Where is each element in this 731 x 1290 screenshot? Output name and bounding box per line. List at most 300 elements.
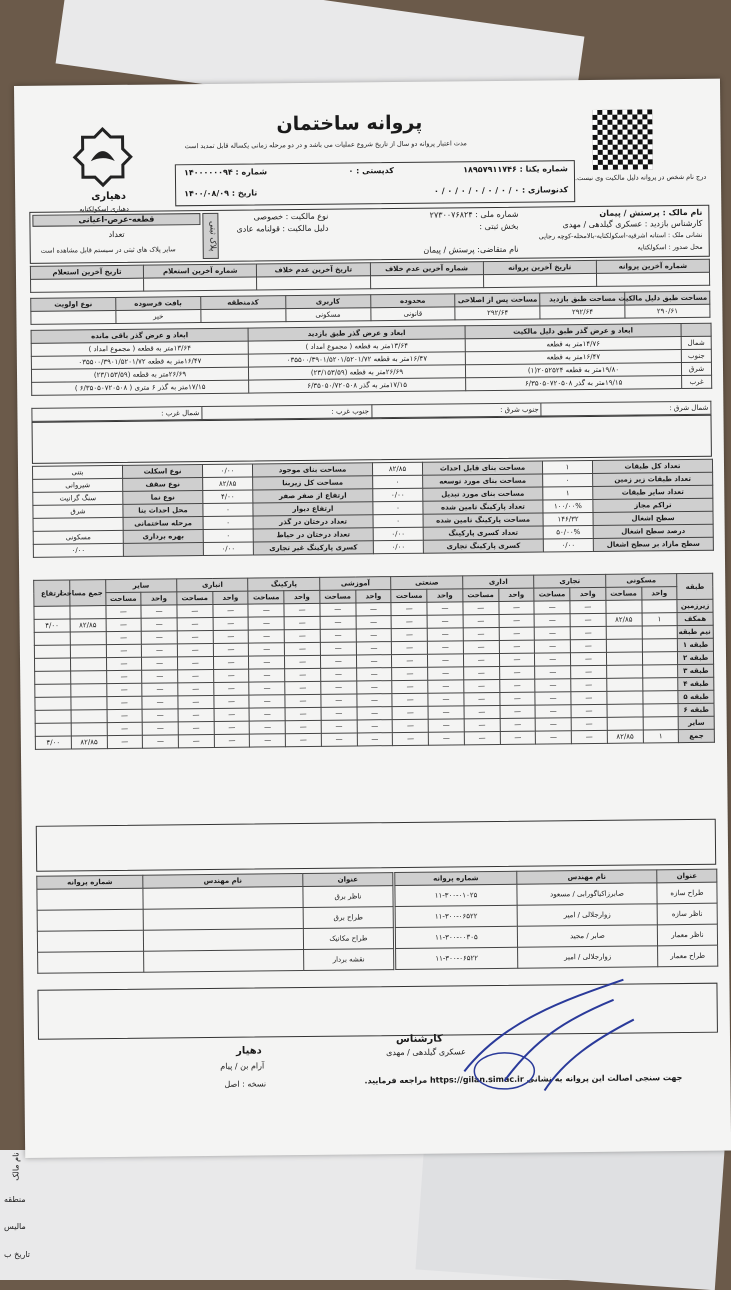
spec-value: شیروانی	[33, 478, 123, 492]
dim-remaining: ۱۳/۶۴متر به قطعه ( مجموع امداد )	[31, 341, 248, 356]
spec-value: ۰/۰۰	[373, 527, 423, 541]
area-cell: —	[464, 718, 500, 731]
area-cell: —	[535, 692, 571, 705]
area-cell: —	[107, 722, 143, 735]
dim-header-deed: ابعاد و عرض گذر طبق دلیل مالکیت	[465, 324, 681, 339]
land-header-1: مساحت طبق دلیل مالکیت	[625, 291, 710, 305]
area-cell: —	[321, 681, 357, 694]
unit-header: واحد	[641, 587, 677, 600]
units-cell: —	[428, 654, 464, 667]
spec-label: تعداد سایر طبقات	[593, 485, 713, 499]
units-cell: —	[571, 691, 607, 704]
units-cell: —	[356, 616, 392, 629]
units-cell: —	[499, 601, 535, 614]
land-value-8	[31, 310, 116, 324]
under-label-3: مالیس	[4, 1222, 26, 1231]
units-cell: —	[213, 656, 249, 669]
floor-total	[70, 671, 106, 684]
dim-header-remaining: ابعاد و عرض گذر باقی مانده	[31, 328, 248, 343]
registered-plate-tag-label: پلاک ثبتی	[208, 220, 218, 252]
units-cell: —	[213, 643, 249, 656]
unit-header: واحد	[213, 591, 249, 604]
spec-value: ۸۲/۸۵	[203, 477, 253, 491]
plot-note: سایر پلاک های ثبتی در سیستم قابل مشاهده است	[40, 245, 176, 255]
residential-units	[642, 678, 678, 691]
area-cell: —	[249, 617, 285, 630]
area-cell: —	[535, 627, 571, 640]
spec-value: ۰/۰۰	[373, 540, 423, 554]
permit-number: شماره : ۱۴۰۰۰۰۰۰۹۴	[183, 167, 268, 178]
area-cell: —	[463, 653, 499, 666]
engineer-right-cell: ناظر معمار	[657, 924, 717, 946]
area-cell: —	[535, 679, 571, 692]
spec-value: بتنی	[32, 465, 122, 479]
area-cell: —	[106, 683, 142, 696]
spec-label: مساحت پارکینگ تامین شده	[423, 513, 543, 527]
permit-date: تاریخ : ۱۴۰۰/۰۸/۰۹	[184, 188, 258, 199]
engineer-right-cell: طراح معمار	[658, 945, 718, 967]
land-header-5: کاربری	[285, 295, 370, 309]
residential-units: ۱	[642, 613, 678, 626]
engineer-left-cell	[143, 929, 303, 952]
area-header: مساحت	[177, 591, 213, 604]
qr-note: درج نام شخص در پروانه دلیل مالکیت وی نیست.	[574, 172, 707, 183]
area-header: مساحت	[534, 588, 570, 601]
engineers-left-table	[36, 872, 394, 974]
spec-value: ۱۰۰/۰۰%	[543, 499, 593, 513]
floor-total	[70, 658, 106, 671]
history-cell	[370, 275, 483, 289]
registered-plate-tag	[202, 213, 218, 259]
residential-units	[642, 652, 678, 665]
residential-area	[606, 600, 642, 613]
dim-visit: ۱۳/۶۴متر به قطعه ( مجموع امداد )	[248, 339, 465, 354]
corner-sw: جنوب غرب :	[202, 405, 372, 420]
engineer-left-header: شماره پروانه	[37, 875, 143, 889]
residential-area	[606, 665, 642, 678]
expert-title: کارشناس	[395, 1033, 443, 1046]
engineer-right-cell: ۱۱-۳۰۰-۰۰۳۰۵	[395, 926, 517, 948]
engineer-right-cell: صابر / مجید	[517, 925, 657, 947]
engineer-right-cell: زوارجلالی / امیر	[518, 946, 658, 968]
dehyar-name: آرام بن / پیام	[220, 1061, 265, 1071]
spec-label: نوع سقف	[123, 478, 203, 492]
property-address: نشانی ملک : استانه اشرفیه-اسکولکتایه-بالامحله-کوچه رجایی	[538, 230, 703, 241]
history-header-4: تاریخ آخرین عدم خلاف	[257, 263, 370, 277]
spec-value: ۱۴۶/۳۲	[543, 512, 593, 526]
floor-total: ۸۲/۸۵	[71, 736, 107, 749]
corner-ne: شمال شرق :	[541, 401, 711, 416]
history-table	[30, 259, 710, 293]
units-cell: —	[357, 694, 393, 707]
land-header-8: نوع اولویت	[31, 297, 116, 311]
land-value-1: ۲۹۰/۶۱	[625, 304, 710, 318]
engineer-left-cell: طراح برق	[303, 907, 393, 929]
area-cell: —	[249, 682, 285, 695]
inspector-name: کارشناس بازدید : عسکری گیلدهی / مهدی	[562, 218, 703, 230]
units-cell: —	[285, 733, 321, 746]
spec-value: ۰	[203, 529, 253, 543]
floor-height: ۴/۰۰	[34, 619, 70, 632]
use-header: مسکونی	[605, 574, 677, 588]
unit-header: واحد	[141, 592, 177, 605]
area-cell: —	[321, 694, 357, 707]
blank-notes-area	[32, 415, 712, 464]
area-cell: —	[392, 693, 428, 706]
area-cell: —	[178, 734, 214, 747]
units-cell: —	[428, 732, 464, 745]
units-cell: —	[141, 631, 177, 644]
use-header: تجاری	[534, 574, 606, 588]
residential-area	[606, 639, 642, 652]
area-cell: —	[534, 601, 570, 614]
dim-deed: ۱۹/۱۵متر به گذر ۶/۳۵۰۵۰۷۲۰۵۰۸	[466, 376, 682, 391]
residential-area: ۸۲/۸۵	[607, 730, 643, 743]
land-value-5: مسکونی	[285, 308, 370, 322]
area-cell: —	[391, 615, 427, 628]
ownership-proof: دلیل مالکیت : قولنامه عادی	[236, 223, 329, 234]
units-cell: —	[285, 707, 321, 720]
spec-label: نوع نما	[123, 491, 203, 505]
residential-area	[607, 717, 643, 730]
area-cell: —	[106, 618, 142, 631]
spec-label: تعداد طبقات زیر زمین	[593, 472, 713, 486]
floor-name: طبقه ۱	[678, 638, 714, 651]
residential-units	[642, 691, 678, 704]
total-area-header: جمع مساحت	[69, 580, 105, 606]
floor-total	[70, 632, 106, 645]
area-cell: —	[464, 692, 500, 705]
units-cell: —	[142, 696, 178, 709]
area-cell: —	[321, 668, 357, 681]
engineer-left-row	[38, 949, 394, 974]
dim-side: شرق	[681, 362, 711, 375]
residential-units	[643, 717, 679, 730]
residential-units	[642, 665, 678, 678]
spec-label: مساحت بنای مورد توسعه	[423, 474, 543, 488]
applicant-name: نام متقاضی: پرستش / پیمان	[423, 244, 519, 255]
dim-deed: ۱۶/۴۷متر به قطعه	[465, 350, 681, 365]
history-cell	[483, 273, 596, 287]
units-cell: —	[285, 655, 321, 668]
under-label-2: منطقه	[4, 1195, 26, 1204]
units-cell: —	[500, 731, 536, 744]
area-cell: —	[178, 669, 214, 682]
units-cell: —	[285, 642, 321, 655]
expert-name: عسکری گیلدهی / مهدی	[386, 1047, 466, 1058]
area-cell: —	[535, 666, 571, 679]
engineer-left-header: نام مهندس	[143, 874, 303, 889]
org-name: دهیاری	[91, 190, 127, 203]
use-header: انباری	[177, 578, 249, 592]
units-cell: —	[571, 717, 607, 730]
engineer-right-header: شماره پروانه	[395, 871, 517, 885]
units-cell: —	[143, 735, 179, 748]
area-cell: —	[463, 640, 499, 653]
area-cell: —	[178, 708, 214, 721]
land-value-4: قانونی	[370, 307, 455, 321]
area-cell: —	[177, 617, 213, 630]
units-cell: —	[142, 657, 178, 670]
floor-total	[71, 710, 107, 723]
units-cell: —	[571, 704, 607, 717]
area-cell: —	[320, 655, 356, 668]
corner-se: جنوب شرق :	[371, 403, 541, 418]
area-header: مساحت	[606, 587, 642, 600]
spec-label: تعداد درختان در گذر	[253, 515, 373, 529]
height-header: ارتفاع	[34, 580, 70, 606]
area-cell: —	[177, 630, 213, 643]
units-cell: —	[427, 641, 463, 654]
spec-value: ۰/۰۰	[203, 542, 253, 556]
floor-height	[34, 658, 70, 671]
area-header: مساحت	[391, 589, 427, 602]
plot-count: تعداد	[108, 229, 125, 240]
dim-corner	[681, 323, 711, 336]
units-cell: —	[356, 603, 392, 616]
engineer-left-cell	[143, 887, 303, 910]
area-header: مساحت	[248, 591, 284, 604]
units-cell: —	[356, 655, 392, 668]
area-cell: —	[321, 733, 357, 746]
area-cell: —	[392, 641, 428, 654]
spec-value: شرق	[33, 504, 123, 518]
spec-value: ۰/۰۰	[33, 543, 123, 557]
floor-name: طبقه ۲	[678, 651, 714, 664]
units-cell: —	[570, 600, 606, 613]
spec-label: مساحت کل زیربنا	[253, 476, 373, 490]
floor-total	[71, 723, 107, 736]
units-cell: —	[357, 733, 393, 746]
unit-header: واحد	[284, 590, 320, 603]
spec-value: ۰	[203, 503, 253, 517]
dim-remaining: ۱۷/۱۵متر به گذر ۶ متری ( ۶/۳۵۰۵۰۷۲۰۵۰۸ )	[32, 380, 249, 395]
units-cell: —	[499, 640, 535, 653]
area-cell: —	[107, 709, 143, 722]
area-cell: —	[177, 604, 213, 617]
spec-label: تعداد کسری پارکینگ	[423, 526, 543, 540]
page-title: پروانه ساختمان	[276, 111, 423, 136]
floor-height	[35, 697, 71, 710]
yekta-number: شماره یکتا : ۱۸۹۵۷۹۱۱۷۴۶	[463, 164, 568, 175]
floor-name: سایر	[678, 716, 714, 729]
area-cell: —	[535, 705, 571, 718]
units-cell: —	[142, 644, 178, 657]
dim-deed: ۱۹/۸۰متر به قطعه ۲۰۵۲۵۲۴(۱)	[465, 363, 681, 378]
units-cell: —	[141, 605, 177, 618]
spec-label: سطح مازاد بر سطح اشغال	[593, 537, 713, 551]
units-cell: —	[571, 730, 607, 743]
floor-height	[34, 606, 70, 619]
engineer-left-cell	[37, 909, 143, 931]
history-cell	[31, 278, 144, 292]
area-cell: —	[105, 605, 141, 618]
area-cell: —	[463, 666, 499, 679]
area-cell: —	[534, 614, 570, 627]
history-header-5: شماره آخرین استعلام	[144, 264, 257, 278]
area-cell: —	[106, 631, 142, 644]
units-cell: —	[357, 720, 393, 733]
floor-name: طبقه ۵	[678, 690, 714, 703]
floors-footer-blank	[36, 819, 716, 872]
engineer-right-header: نام مهندس	[517, 870, 657, 884]
floor-name: زیرزمین	[677, 599, 713, 612]
land-header-6: کدمنطقه	[200, 296, 285, 310]
residential-area: ۸۲/۸۵	[606, 613, 642, 626]
history-cell	[596, 272, 709, 286]
spec-value: ۰/۰۰	[543, 538, 593, 552]
units-cell: —	[214, 695, 250, 708]
area-cell: —	[178, 721, 214, 734]
area-cell: —	[249, 669, 285, 682]
floor-total	[71, 697, 107, 710]
history-header-1: شماره آخرین پروانه	[596, 259, 709, 273]
units-cell: —	[499, 666, 535, 679]
spec-label: محل احداث بنا	[123, 504, 203, 518]
units-cell: —	[428, 693, 464, 706]
units-cell: —	[499, 692, 535, 705]
residential-units	[643, 704, 679, 717]
area-cell: —	[392, 706, 428, 719]
units-cell: —	[356, 629, 392, 642]
units-cell: —	[499, 627, 535, 640]
area-cell: —	[463, 614, 499, 627]
area-header: مساحت	[463, 588, 499, 601]
engineer-right-cell: ناظر سازه	[657, 903, 717, 925]
area-cell: —	[535, 640, 571, 653]
engineer-left-cell: ناظر برق	[303, 886, 393, 908]
land-header-3: مساحت پس از اصلاحی	[455, 293, 540, 307]
unit-header: واحد	[498, 588, 534, 601]
area-cell: —	[464, 679, 500, 692]
area-cell: —	[464, 705, 500, 718]
residential-units	[642, 626, 678, 639]
owner-block	[29, 205, 710, 264]
spec-value: ۴/۰۰	[203, 490, 253, 504]
area-cell: —	[536, 731, 572, 744]
floor-height	[35, 684, 71, 697]
units-cell: —	[571, 665, 607, 678]
area-cell: —	[392, 667, 428, 680]
units-cell: —	[500, 718, 536, 731]
spec-value: ۰	[373, 475, 423, 489]
spec-value: ۰	[373, 514, 423, 528]
floor-name: طبقه ۴	[678, 677, 714, 690]
spec-value: ۰	[373, 501, 423, 515]
dim-side: شمال	[681, 336, 711, 349]
area-cell: —	[107, 735, 143, 748]
land-header-7: بافت فرسوده	[116, 297, 201, 311]
area-cell: —	[248, 604, 284, 617]
units-cell: —	[285, 681, 321, 694]
qr-code	[592, 109, 653, 170]
spec-label: ارتفاع دیوار	[253, 502, 373, 516]
area-cell: —	[249, 708, 285, 721]
spec-value: ۰	[203, 516, 253, 530]
engineer-right-cell: صابرزاکیاگورابی / مسعود	[517, 883, 657, 905]
floor-name: جمع	[679, 729, 715, 742]
engineer-left-cell	[37, 930, 143, 952]
area-cell: —	[106, 670, 142, 683]
area-cell: —	[320, 629, 356, 642]
spec-value: ۰/۰۰	[202, 464, 252, 478]
area-cell: —	[249, 630, 285, 643]
units-cell: —	[214, 721, 250, 734]
area-cell: —	[391, 602, 427, 615]
engineer-left-cell: نقشه بردار	[304, 949, 394, 971]
dim-visit: ۱۷/۱۵متر به گذر ۶/۳۵۰۵۰/۷۲۰۵۰۸	[249, 378, 466, 393]
units-cell: —	[499, 614, 535, 627]
units-cell: —	[213, 669, 249, 682]
units-cell: —	[285, 694, 321, 707]
area-header: مساحت	[320, 590, 356, 603]
area-cell: —	[392, 654, 428, 667]
units-cell: —	[213, 630, 249, 643]
history-header-6: تاریخ آخرین استعلام	[30, 265, 143, 279]
verification-note: جهت سنجی اصالت این پروانه به نشانی https://gilan.simac.ir مراجعه فرمایید.	[364, 1073, 683, 1086]
units-cell: —	[284, 616, 320, 629]
area-cell: —	[463, 601, 499, 614]
area-cell: —	[177, 656, 213, 669]
residential-units	[642, 639, 678, 652]
geo-code: کدنوسازی : ۰ / ۰ / ۰ / ۰ / ۰ / ۰ / ۰	[433, 185, 569, 196]
area-cell: —	[178, 682, 214, 695]
area-cell: —	[106, 644, 142, 657]
land-header-4: محدوده	[370, 294, 455, 308]
area-cell: —	[249, 695, 285, 708]
units-cell: —	[356, 668, 392, 681]
dimensions-table	[31, 323, 713, 396]
org-sub: دهیاری اسکولکتایه	[79, 204, 129, 214]
use-header: اداری	[463, 575, 535, 589]
floor-total: ۸۲/۸۵	[70, 619, 106, 632]
spec-value: ۱	[542, 460, 592, 474]
use-header: آموزشی	[320, 577, 392, 591]
units-cell: —	[141, 618, 177, 631]
area-cell: —	[535, 718, 571, 731]
spec-value: سنگ گرانیت	[33, 491, 123, 505]
area-cell: —	[250, 734, 286, 747]
floor-height: ۴/۰۰	[35, 736, 71, 749]
ownership-type: نوع مالکیت : خصوصی	[253, 211, 329, 222]
residential-area	[607, 691, 643, 704]
history-cell	[257, 276, 370, 290]
spec-label: مساحت بنای مورد تبدیل	[423, 487, 543, 501]
floor-name: طبقه ۳	[678, 664, 714, 677]
engineer-left-cell	[144, 950, 304, 973]
units-cell: —	[285, 720, 321, 733]
units-cell: —	[285, 668, 321, 681]
dim-remaining: ۲۶/۶۹متر به قطعه (۲۳/۱۵۳/۵۹)	[31, 367, 248, 382]
dim-remaining: ۱۶/۴۷متر به قطعه ۰۳۵۵۰۰/۳۹۰۱/۵۲۰۱/۷۲	[31, 354, 248, 369]
spec-label: کسری پارکینگ تجاری	[423, 539, 543, 553]
use-header: سایر	[105, 579, 177, 593]
units-cell: —	[428, 680, 464, 693]
units-cell: —	[142, 709, 178, 722]
unit-header: واحد	[427, 589, 463, 602]
units-cell: —	[356, 681, 392, 694]
dim-visit: ۱۶/۴۷متر به قطعه ۰۳۵۵۰۰/۳۹۰۱/۵۲۰۱/۵۲۰۱/۷۲	[248, 352, 465, 367]
units-cell: —	[142, 722, 178, 735]
residential-area	[607, 704, 643, 717]
spec-label: کسری پارکینگ غیر تجاری	[253, 541, 373, 555]
spec-label: تعداد درختان در حیاط	[253, 528, 373, 542]
engineer-left-cell	[38, 951, 144, 973]
area-cell: —	[178, 695, 214, 708]
spec-label: مساحت بنای قابل احداث	[422, 461, 542, 475]
area-cell: —	[106, 696, 142, 709]
floor-height	[35, 723, 71, 736]
